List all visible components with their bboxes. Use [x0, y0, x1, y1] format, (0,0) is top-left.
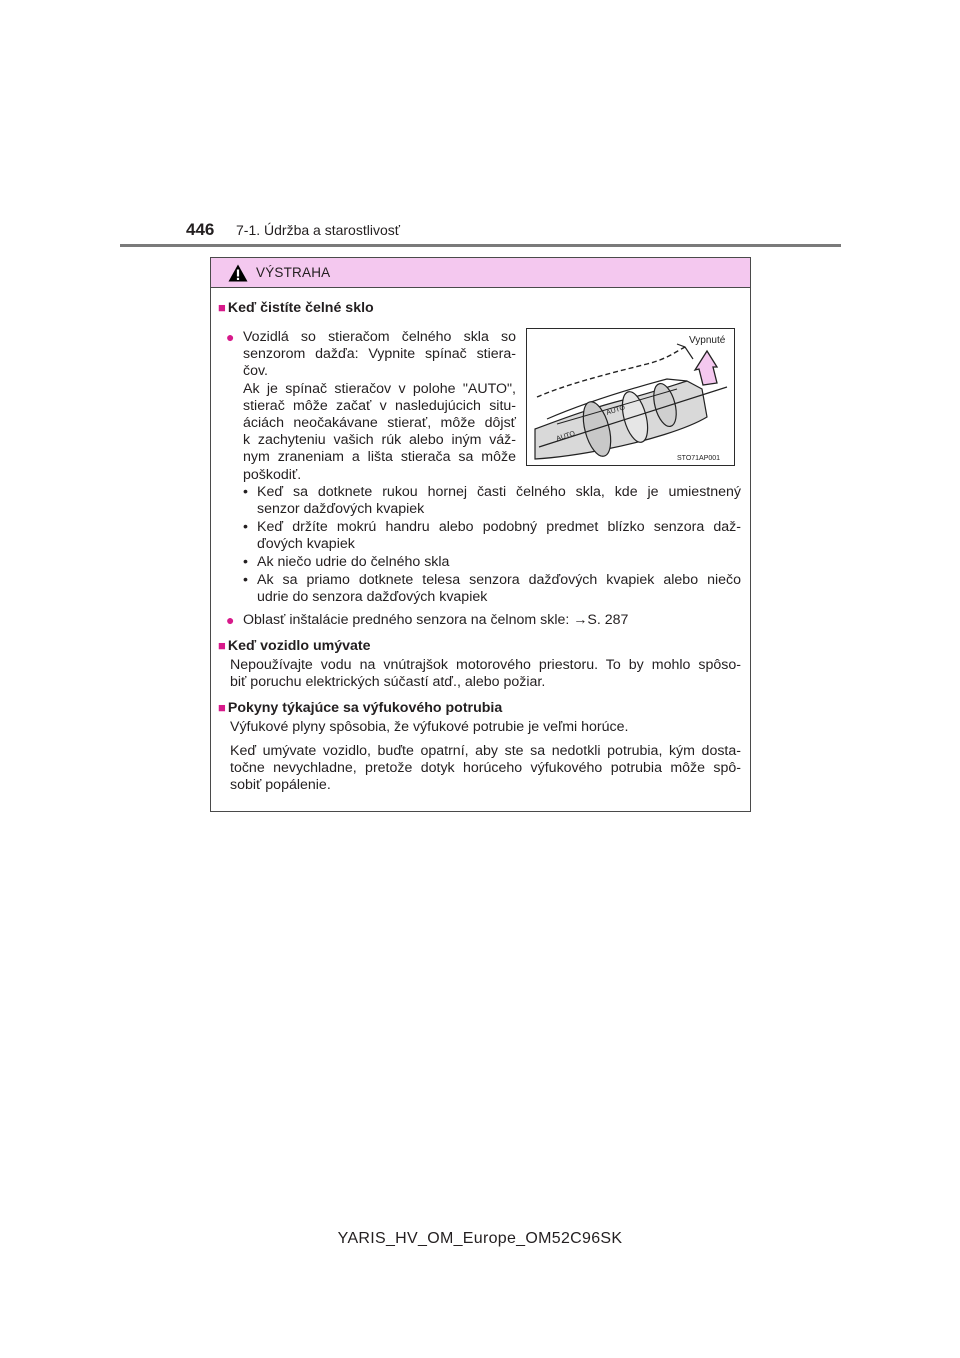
- wiper-switch-figure: [526, 328, 735, 466]
- figure-code: STO71AP001: [677, 455, 721, 462]
- bullet2-text: Oblasť inštalácie predného senzora na čelnom skle: →S. 287: [243, 612, 629, 628]
- auto-mark-2: AUTO: [605, 404, 627, 417]
- sub-bullet-4: • Ak sa priamo dotknete telesa senzora dažďových kvapiek alebo niečo udrie do senzora dažďových kvapiek: [243, 572, 741, 606]
- page-number: 446: [186, 220, 215, 239]
- sub-bullet-3: • Ak niečo udrie do čelného skla: [243, 554, 450, 570]
- section-title: 7-1. Údržba a starostlivosť: [236, 222, 400, 238]
- square-bullet-icon: ■: [218, 300, 226, 315]
- warning-title: VÝSTRAHA: [256, 265, 331, 280]
- square-bullet-icon: ■: [218, 700, 226, 715]
- exhaust-paragraph-2: Keď umývate vozidlo, buďte opatrní, aby ste sa nedotkli potrubia, kým dosta- točne nevychladne, pretože dotyk horúceho výfukového potrubia môže spô- sobiť popálenie.: [230, 743, 741, 794]
- wiper-lever-illustration: [527, 329, 734, 465]
- sub-bullet-1: • Keď sa dotknete rukou hornej časti čelného skla, kde je umiestnený senzor dažďových kvapiek: [243, 484, 741, 518]
- header-rule: [120, 244, 841, 247]
- warning-box: [210, 257, 751, 812]
- heading-cleaning-windshield: ■ Keď čistíte čelné sklo: [218, 300, 374, 316]
- document-footer: YARIS_HV_OM_Europe_OM52C96SK: [337, 1230, 623, 1247]
- figure-label-off: Vypnuté: [689, 335, 726, 346]
- washing-paragraph: Nepoužívajte vodu na vnútrajšok motorového priestoru. To by mohlo spôso- biť poruchu elektrických súčastí atď., alebo požiar.: [230, 657, 741, 691]
- circle-bullet-icon: ●: [226, 329, 235, 345]
- sub-bullet-2: • Keď držíte mokrú handru alebo podobný predmet blízko senzora daž- ďových kvapiek: [243, 519, 741, 553]
- warning-triangle-icon: [228, 264, 248, 282]
- bullet1-text: Vozidlá so stieračom čelného skla so senzorom dažďa: Vypnite spínač stiera- čov. Ak je spínač stieračov v polohe "AUTO", stierač môže začať v nasledujúcich situ- áciách neočakávane stierať, môže dôjsť k zachyteniu vašich rúk alebo iným váž- nym zraneniam a lišta stierača sa môže poškodiť.: [243, 329, 516, 483]
- auto-mark-1: AUTO: [555, 430, 577, 443]
- heading-washing-vehicle: ■ Keď vozidlo umývate: [218, 638, 371, 654]
- square-bullet-icon: ■: [218, 638, 226, 653]
- exhaust-paragraph-1: Výfukové plyny spôsobia, že výfukové potrubie je veľmi horúce.: [230, 719, 629, 735]
- circle-bullet-icon: ●: [226, 612, 235, 628]
- warning-header: [211, 258, 750, 288]
- heading-exhaust-pipe: ■ Pokyny týkajúce sa výfukového potrubia: [218, 700, 503, 716]
